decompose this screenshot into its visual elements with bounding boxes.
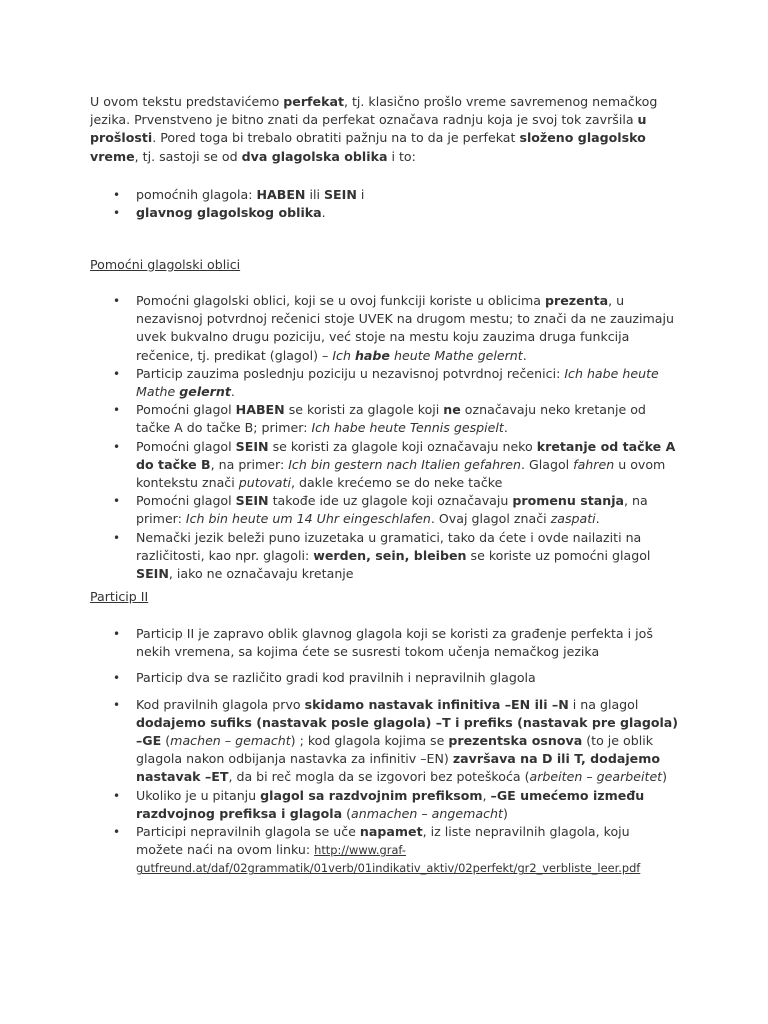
item-italic: Ich habe heute Tennis gespielt <box>311 420 504 436</box>
item-text: , iz liste nepravilnih glagola, koju možete naći na ovom linku: <box>136 824 630 858</box>
list-item <box>90 204 680 222</box>
item-text: Particip zauzima poslednju poziciju u nezavisnoj potvrdnoj rečenici: <box>136 365 565 381</box>
item-italic: Ich <box>332 347 355 363</box>
item-bold: prezenta <box>545 293 609 308</box>
list-item <box>90 365 680 401</box>
item-bold: promenu stanja <box>512 493 625 509</box>
item-bold: dodajemo sufiks (nastavak posle glagola) –T i prefiks (nastavak pre glagola) –GE <box>136 714 679 749</box>
item-text: ) <box>662 769 668 785</box>
item-bold: SEIN <box>323 187 357 202</box>
list-item <box>90 669 680 687</box>
item-text: se koriste uz pomoćni glagol <box>466 547 651 563</box>
item-bold: SEIN <box>235 493 269 509</box>
item-text: . Ovaj glagol znači <box>430 511 551 527</box>
item-text: Pomoćni glagol <box>136 402 236 418</box>
item-text: pomoćnih glagola: <box>136 187 257 202</box>
intro-text: , tj. sastoji se od <box>134 148 242 164</box>
item-text: . <box>595 511 600 527</box>
intro-bold: perfekat <box>283 94 344 109</box>
item-text: i <box>356 187 365 202</box>
item-bold: werden, sein, bleiben <box>313 547 467 563</box>
item-italic: arbeiten – gearbeitet <box>529 769 663 785</box>
item-bold-italic: habe <box>354 347 390 363</box>
item-italic: zaspati <box>550 511 596 527</box>
intro-text: . Pored toga bi trebalo obratiti pažnju na to da je perfekat <box>152 130 520 146</box>
item-text: . <box>230 384 235 400</box>
section-heading: Pomoćni glagolski oblici <box>90 257 241 272</box>
item-bold: napamet <box>359 824 423 840</box>
list-item <box>90 696 680 787</box>
list-item <box>90 186 680 204</box>
item-bold: glavnog glagolskog oblika <box>136 205 322 221</box>
item-bold: SEIN <box>235 438 269 454</box>
item-text: ili <box>305 187 324 202</box>
item-text: , na primer: <box>136 493 648 527</box>
item-text: , u nezavisnoj potvrdnoj rečenici stoje UVEK na drugom mestu; to znači da ne zauzimaju uvek bukvalno drugu poziciju, već stoje na mestu koju zauzima druga funkcija rečenice, tj. predikat (glagol) – <box>136 293 675 363</box>
item-text: ( <box>161 733 171 749</box>
item-italic: heute Mathe gelernt <box>389 347 523 363</box>
item-text: označavaju neko kretanje od tačke A do tačke B; primer: <box>136 402 646 436</box>
item-bold: HABEN <box>235 402 285 418</box>
item-text: takođe ide uz glagole koji označavaju <box>268 493 513 509</box>
intro-text: , tj. klasično prošlo vreme savremenog nemačkog jezika. Prvenstveno je bitno znati da perfekat označava radnju koja je svoj tok završila <box>90 94 658 128</box>
item-text: Kod pravilnih glagola prvo <box>136 696 305 712</box>
list-item <box>90 401 680 437</box>
item-italic: putovati <box>238 475 291 491</box>
item-text: . <box>522 347 527 363</box>
list-item <box>90 492 680 528</box>
item-text: . <box>503 420 508 436</box>
item-bold: kretanje od tačke A do tačke B <box>136 438 676 472</box>
item-bold: glagol sa razdvojnim prefiksom <box>260 787 483 803</box>
list-item <box>90 787 680 823</box>
item-italic: anmachen – angemacht <box>351 805 503 821</box>
item-text: . Glagol <box>520 456 574 472</box>
item-text: ) ; kod glagola kojima se <box>290 733 449 749</box>
section-heading: Particip II <box>90 589 149 604</box>
item-text: Particip II je zapravo oblik glavnog glagola koji se koristi za građenje perfekta i još nekih vremena, sa kojima ćete se susresti tokom učenja nemačkog jezika <box>136 626 653 660</box>
item-bold: skidamo nastavak infinitiva –EN ili –N <box>304 696 569 712</box>
item-text: Pomoćni glagol <box>136 438 236 454</box>
item-italic: fahren <box>573 456 615 472</box>
list-item <box>90 292 680 365</box>
item-bold: ne <box>443 402 461 418</box>
intro-bold: složeno glagolsko vreme <box>90 130 646 164</box>
item-text: . <box>321 205 326 221</box>
list-item <box>90 823 680 878</box>
auxiliary-list <box>90 186 680 222</box>
item-text: Particip dva se različito gradi kod pravilnih i nepravilnih glagola <box>136 670 536 686</box>
item-text: Nemački jezik beleži puno izuzetaka u gramatici, tako da ćete i ovde nailaziti na različitosti, kao npr. glagoli: <box>136 529 642 563</box>
item-text: , <box>482 787 491 803</box>
item-text: ) <box>502 805 508 821</box>
intro-text: U ovom tekstu predstavićemo <box>90 94 284 109</box>
item-italic: Ich habe heute Mathe <box>136 365 659 400</box>
intro-text: i to: <box>387 148 416 164</box>
item-text: (to je oblik glagola nakon odbijanja nastavka za infinitiv –EN) <box>136 733 654 767</box>
intro-bold: u prošlosti <box>90 112 647 146</box>
list-item <box>90 529 680 584</box>
item-text: Pomoćni glagolski oblici, koji se u ovoj funkciji koriste u oblicima <box>136 293 546 308</box>
item-bold-italic: gelernt <box>179 384 231 400</box>
item-italic: Ich bin gestern nach Italien gefahren <box>288 456 521 472</box>
item-bold: HABEN <box>256 187 306 202</box>
item-bold: SEIN <box>136 566 169 582</box>
verb-list-link[interactable]: http://www.graf-gutfreund.at/daf/02grammatik/01verb/01indikativ_aktiv/02perfekt/gr2_verbliste_leer.pdf <box>136 843 641 876</box>
item-text: Ukoliko je u pitanju <box>136 787 261 803</box>
item-text: Pomoćni glagol <box>136 493 236 509</box>
item-text: , iako ne označavaju kretanje <box>168 566 354 582</box>
item-bold: završava na D ili T, dodajemo nastavak –ET <box>136 751 660 785</box>
auxiliary-forms-list <box>90 292 680 583</box>
item-bold: prezentska osnova <box>448 733 583 749</box>
item-text: i na glagol <box>568 696 639 712</box>
intro-bold: dva glagolska oblika <box>241 148 388 164</box>
item-text: , dakle krećemo se do neke tačke <box>290 475 503 491</box>
item-text: ( <box>342 805 352 821</box>
item-text: se koristi za glagole koji <box>284 402 444 418</box>
item-text: , da bi reč mogla da se izgovori bez poteškoća ( <box>228 769 530 785</box>
list-item <box>90 625 680 661</box>
item-bold: –GE umećemo između razdvojnog prefiksa i glagola <box>136 787 645 821</box>
item-text: se koristi za glagole koji označavaju neko <box>268 438 537 454</box>
item-italic: machen – gemacht <box>170 733 291 749</box>
item-text: u ovom kontekstu znači <box>136 456 666 491</box>
item-italic: Ich bin heute um 14 Uhr eingeschlafen <box>185 511 431 527</box>
item-text: Participi nepravilnih glagola se uče <box>136 824 360 840</box>
intro-paragraph <box>90 93 680 166</box>
item-text: , na primer: <box>210 456 289 472</box>
participle-list <box>90 625 680 878</box>
list-item <box>90 438 680 493</box>
